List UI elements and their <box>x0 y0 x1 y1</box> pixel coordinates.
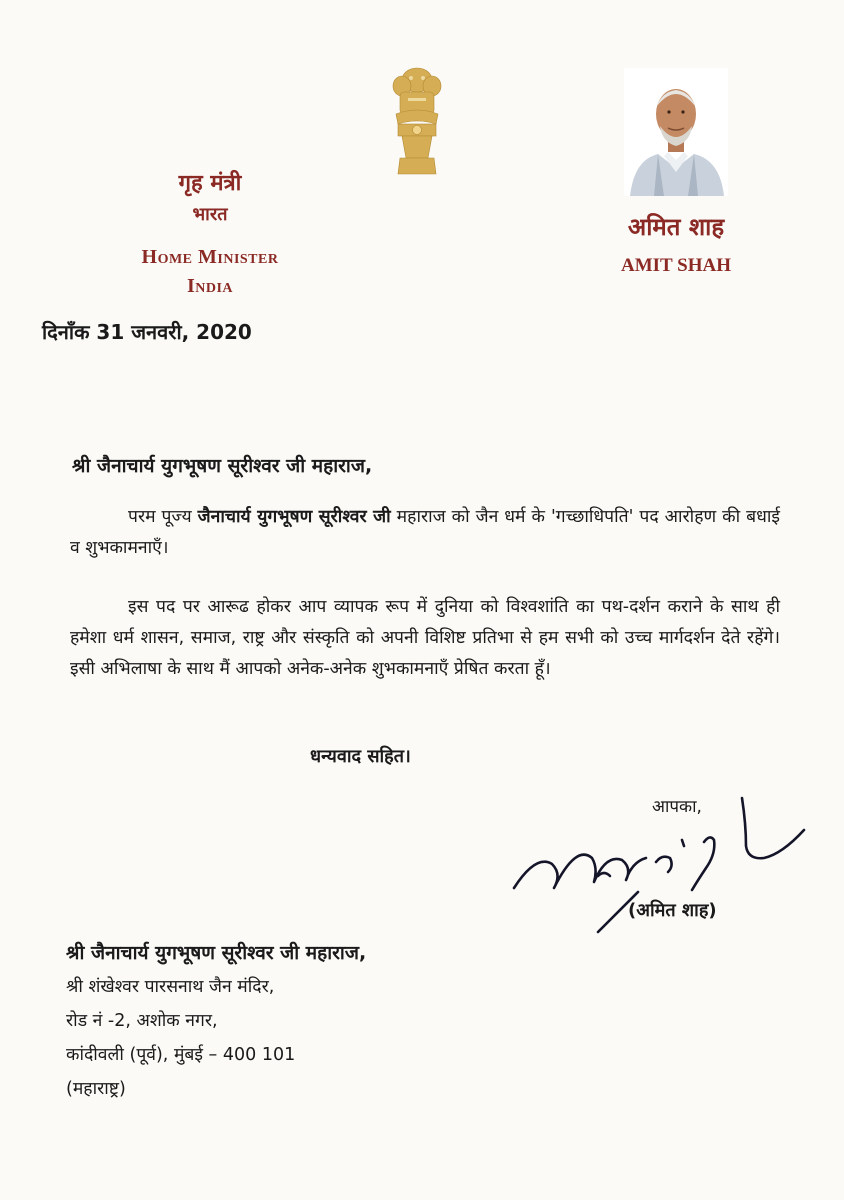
letterhead-title-english: Home Minister <box>141 246 279 268</box>
closing-thanks: धन्यवाद सहित। <box>310 746 411 767</box>
minister-name-english: AMIT SHAH <box>621 255 731 276</box>
address-line-5: (महाराष्ट्र) <box>66 1079 126 1099</box>
recipient-address <box>66 936 366 1106</box>
p1-start: परम पूज्य <box>128 507 198 527</box>
letterhead <box>60 168 360 300</box>
address-line-2: श्री शंखेश्वर पारसनाथ जैन मंदिर, <box>66 977 275 997</box>
letterhead-country-english: India <box>186 275 234 297</box>
address-line-3: रोड नं -2, अशोक नगर, <box>66 1011 218 1031</box>
signed-name: (अमित शाह) <box>628 900 717 921</box>
national-emblem-icon <box>378 62 456 180</box>
letterhead-title-hindi: गृह मंत्री <box>178 170 242 196</box>
p1-end: महाराज को जैन धर्म के 'गच्छाधिपति' पद आरोहण की बधाई व शुभकामनाएँ। <box>70 507 780 558</box>
salutation: श्री जैनाचार्य युगभूषण सूरीश्वर जी महाराज, <box>72 455 373 477</box>
address-line-4: कांदीवली (पूर्व), मुंबई – 400 101 <box>66 1045 296 1065</box>
body-paragraph-2: इस पद पर आरूढ होकर आप व्यापक रूप में दुनिया को विश्वशांति का पथ-दर्शन कराने के साथ ही हमेशा धर्म शासन, समाज, राष्ट्र और संस्कृति को अपनी विशिष्ट प्रतिभा से हम सभी को उच्च मार्गदर्शन देते रहेंगे। इसी अभिलाषा के साथ मैं आपको अनेक-अनेक शुभकामनाएँ प्रेषित करता हूँ। <box>70 597 780 679</box>
minister-name-hindi: अमित शाह <box>627 212 725 241</box>
address-line-1: श्री जैनाचार्य युगभूषण सूरीश्वर जी महाराज, <box>66 942 367 964</box>
portrait-photo <box>624 68 728 196</box>
p1-bold: जैनाचार्य युगभूषण सूरीश्वर जी <box>197 507 391 527</box>
letterhead-country-hindi: भारत <box>192 204 228 225</box>
letter-date: दिनाँक 31 जनवरी, 2020 <box>42 320 252 344</box>
closing-yours: आपका, <box>652 797 702 817</box>
body-paragraph-1 <box>70 502 780 564</box>
minister-name <box>566 210 786 280</box>
